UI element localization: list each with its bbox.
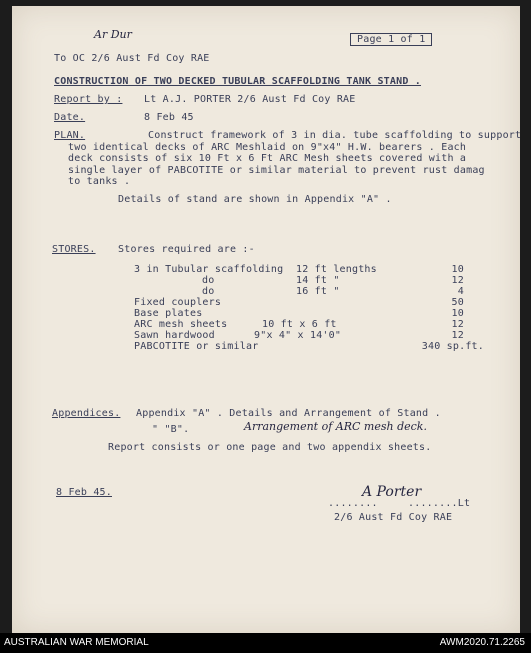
handwritten-note: Ar Dur xyxy=(94,28,132,41)
stores-row xyxy=(134,319,464,330)
appendix-b-handwriting: Arrangement of ARC mesh deck. xyxy=(244,420,427,433)
stores-intro: Stores required are :- xyxy=(118,244,255,255)
appendices-label: Appendices. xyxy=(52,408,121,419)
store-qty: 340 sp.ft. xyxy=(421,341,484,352)
document-title: CONSTRUCTION OF TWO DECKED TUBULAR SCAFFOLDING TANK STAND . xyxy=(54,76,422,87)
plan-line: deck consists of six 10 Ft x 6 Ft ARC Mesh sheets covered with a xyxy=(68,153,467,164)
plan-line: Construct framework of 3 in dia. tube scaffolding to support xyxy=(148,130,522,141)
appendix-b-marks: " "B". xyxy=(152,424,190,435)
store-item: do xyxy=(202,275,215,286)
stores-row xyxy=(134,330,464,341)
signature-prefix: ........ xyxy=(328,498,378,509)
store-spec: 16 ft " xyxy=(296,286,340,297)
signature-suffix: ........Lt xyxy=(408,498,471,509)
store-item: ARC mesh sheets xyxy=(134,319,228,330)
store-item: 3 in Tubular scaffolding xyxy=(134,264,284,275)
appendix-a-line: Appendix "A" . Details and Arrangement of Stand . xyxy=(136,408,441,419)
store-spec: 9"x 4" x 14'0" xyxy=(254,330,342,341)
store-item: Base plates xyxy=(134,308,203,319)
report-value: Lt A.J. PORTER 2/6 Aust Fd Coy RAE xyxy=(144,94,356,105)
plan-paragraph xyxy=(68,130,521,188)
stores-label: STORES. xyxy=(52,244,96,255)
store-spec: 10 ft x 6 ft xyxy=(262,319,337,330)
store-qty: 4 xyxy=(457,286,464,297)
plan-line: two identical decks of ARC Meshlaid on 9"x4" H.W. bearers . Each xyxy=(68,141,467,153)
to-line: To OC 2/6 Aust Fd Coy RAE xyxy=(54,53,210,64)
report-label: Report by : xyxy=(54,94,123,105)
stores-row xyxy=(134,286,464,297)
store-qty: 10 xyxy=(451,264,464,275)
store-item: Fixed couplers xyxy=(134,297,222,308)
store-qty: 12 xyxy=(451,330,464,341)
store-item: Sawn hardwood xyxy=(134,330,215,341)
footer-left: AUSTRALIAN WAR MEMORIAL xyxy=(4,637,149,648)
store-item: do xyxy=(202,286,215,297)
signature: A Porter xyxy=(362,484,422,500)
store-qty: 12 xyxy=(451,275,464,286)
archive-footer xyxy=(0,633,531,653)
document-page xyxy=(12,6,520,633)
store-qty: 50 xyxy=(451,297,464,308)
stores-row xyxy=(134,341,484,352)
details-line: Details of stand are shown in Appendix "A" . xyxy=(118,194,392,205)
date-label: Date. xyxy=(54,112,86,123)
store-qty: 12 xyxy=(451,319,464,330)
page-label: Page 1 of 1 xyxy=(350,33,432,46)
stores-row xyxy=(134,308,464,319)
signature-unit: 2/6 Aust Fd Coy RAE xyxy=(334,512,453,523)
store-item: PABCOTITE or similar xyxy=(134,341,259,352)
footer-right: AWM2020.71.2265 xyxy=(439,637,525,648)
stores-list xyxy=(134,264,484,352)
stores-row xyxy=(134,264,464,275)
report-consists-line: Report consists or one page and two appendix sheets. xyxy=(108,442,432,453)
store-spec: 14 ft " xyxy=(296,275,340,286)
plan-line: single layer of PABCOTITE or similar material to prevent rust damag xyxy=(68,164,485,176)
stores-row xyxy=(134,297,464,308)
store-qty: 10 xyxy=(451,308,464,319)
date-value: 8 Feb 45 xyxy=(144,112,194,123)
plan-label: PLAN. xyxy=(54,130,86,141)
store-spec: 12 ft lengths xyxy=(296,264,377,275)
plan-line: to tanks . xyxy=(68,176,131,187)
stores-row xyxy=(134,275,464,286)
bottom-date: 8 Feb 45. xyxy=(56,487,112,498)
